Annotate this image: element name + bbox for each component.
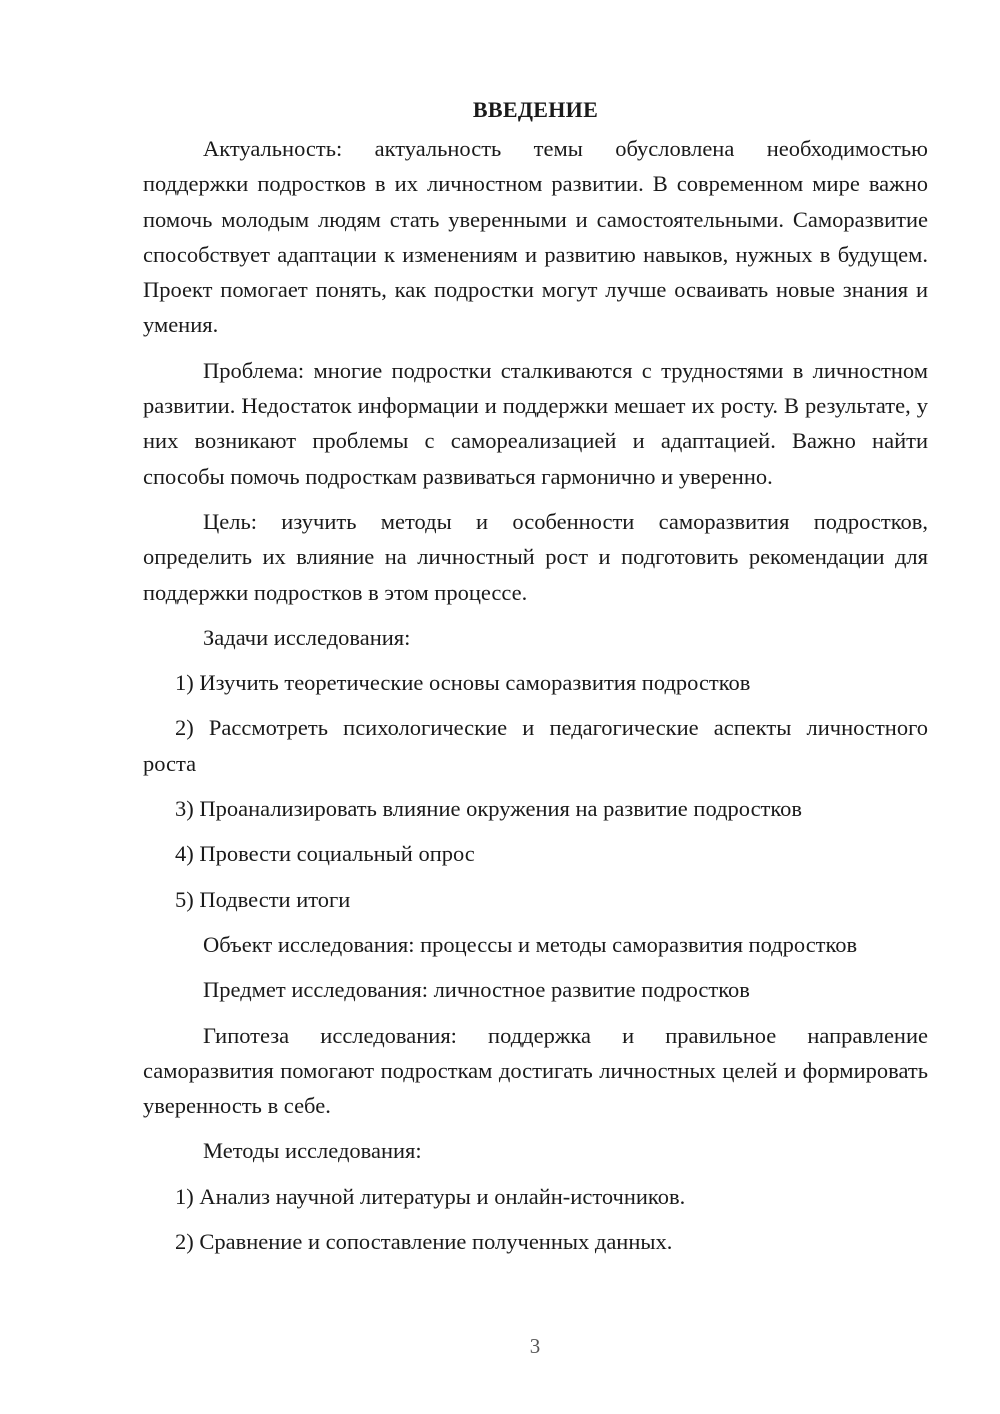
tasks-label: Задачи исследования: xyxy=(203,624,411,650)
methods-label: Методы исследования: xyxy=(203,1138,422,1164)
method-item: 1) Анализ научной литературы и онлайн-источников. xyxy=(175,1183,686,1209)
task-item: 2) Рассмотреть психологические и педагогические аспекты личностного роста xyxy=(143,715,928,776)
task-item: 3) Проанализировать влияние окружения на развитие подростков xyxy=(175,796,803,822)
document-page xyxy=(143,95,928,1269)
problem-paragraph: Проблема: многие подростки сталкиваются с трудностями в личностном развитии. Недостаток информации и поддержки мешает их росту. В результате, у них возникают проблемы с самореализацией и адаптацией. Важно найти способы помочь подросткам развиваться гармонично и уверенно. xyxy=(143,357,928,489)
research-object: Объект исследования: процессы и методы саморазвития подростков xyxy=(203,931,858,957)
task-item: 5) Подвести итоги xyxy=(175,886,351,912)
page-heading: ВВЕДЕНИЕ xyxy=(472,97,599,122)
task-item: 4) Провести социальный опрос xyxy=(175,841,475,867)
method-item: 2) Сравнение и сопоставление полученных данных. xyxy=(175,1229,673,1255)
page-number: 3 xyxy=(529,1334,541,1358)
goal-paragraph: Цель: изучить методы и особенности саморазвития подростков, определить их влияние на личностный рост и подготовить рекомендации для поддержки подростков в этом процессе. xyxy=(143,508,928,605)
research-subject: Предмет исследования: личностное развитие подростков xyxy=(203,977,750,1003)
hypothesis-paragraph: Гипотеза исследования: поддержка и правильное направление саморазвития помогают подросткам достигать личностных целей и формировать уверенность в себе. xyxy=(143,1022,928,1119)
task-item: 1) Изучить теоретические основы саморазвития подростков xyxy=(175,670,751,696)
relevance-paragraph: Актуальность: актуальность темы обусловлена необходимостью поддержки подростков в их личностном развитии. В современном мире важно помочь молодым людям стать уверенными и самостоятельными. Саморазвитие способствует адаптации к изменениям и развитию навыков, нужных в будущем. Проект помогает понять, как подростки могут лучше осваивать новые знания и умения. xyxy=(143,136,928,338)
